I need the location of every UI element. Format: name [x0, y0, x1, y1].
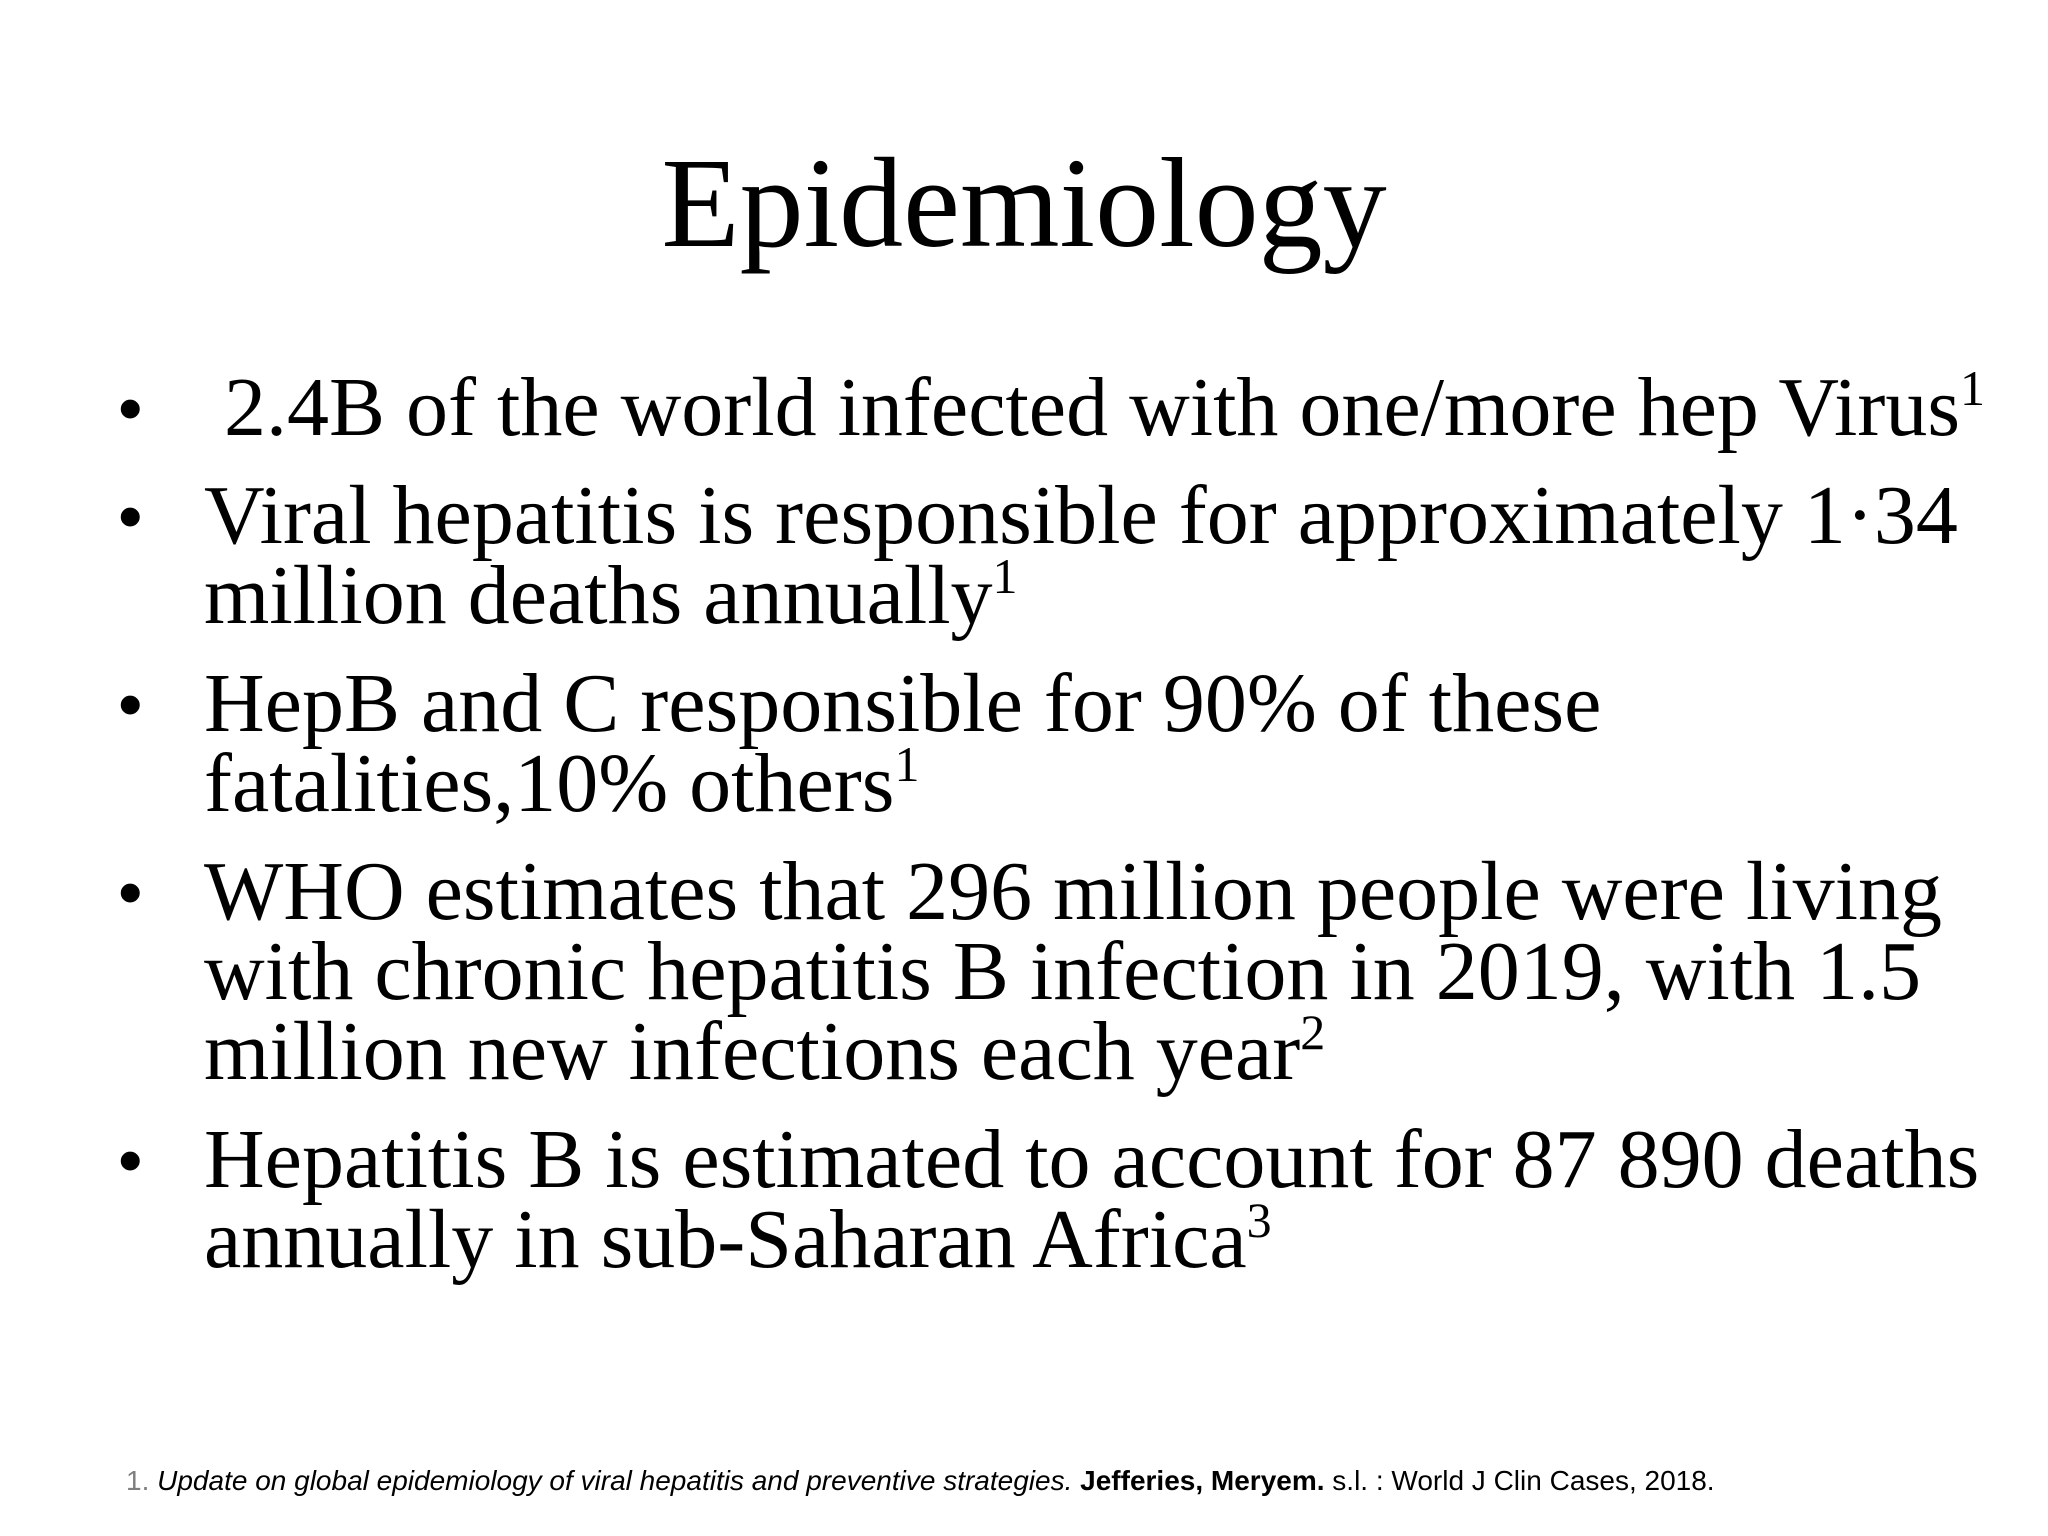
bullet-dot: •: [118, 665, 143, 743]
bullet-text: Viral hepatitis is responsible for approximately 1·34 million deaths annually: [204, 469, 1958, 642]
bullet-dot: •: [118, 1121, 143, 1199]
bullet-item: [118, 1113, 1998, 1286]
bullet-dot: •: [118, 369, 143, 447]
bullet-item: [118, 845, 1998, 1098]
footnote-reference: [126, 1463, 2006, 1499]
bullet-item: [118, 657, 1998, 830]
bullet-text: 2.4B of the world infected with one/more hep Virus: [224, 361, 1961, 454]
footnote-number: 1.: [126, 1465, 150, 1496]
citation-superscript: 1: [1960, 360, 1986, 416]
citation-superscript: 3: [1246, 1192, 1272, 1248]
bullet-text: Hepatitis B is estimated to account for 87 890 deaths annually in sub-Saharan Africa: [204, 1113, 1980, 1286]
bullet-dot: •: [118, 853, 143, 931]
bullet-item: [118, 469, 1998, 642]
bullet-text: HepB and C responsible for 90% of these fatalities,10% others: [204, 657, 1602, 830]
citation-superscript: 2: [1300, 1004, 1326, 1060]
bullet-list: [118, 360, 1998, 1308]
citation-superscript: 1: [992, 548, 1018, 604]
slide-title: Epidemiology: [661, 132, 1387, 274]
footnote-author: Jefferies, Meryem.: [1080, 1465, 1325, 1496]
footnote-source: s.l. : World J Clin Cases, 2018.: [1332, 1465, 1715, 1496]
bullet-text: WHO estimates that 296 million people were living with chronic hepatitis B infection in 2019, with 1.5 million new infections each year: [204, 845, 1942, 1098]
bullet-dot: •: [118, 477, 143, 555]
bullet-item: [118, 360, 1998, 454]
citation-superscript: 1: [894, 736, 920, 792]
footnote-title: Update on global epidemiology of viral hepatitis and preventive strategies.: [157, 1465, 1073, 1496]
